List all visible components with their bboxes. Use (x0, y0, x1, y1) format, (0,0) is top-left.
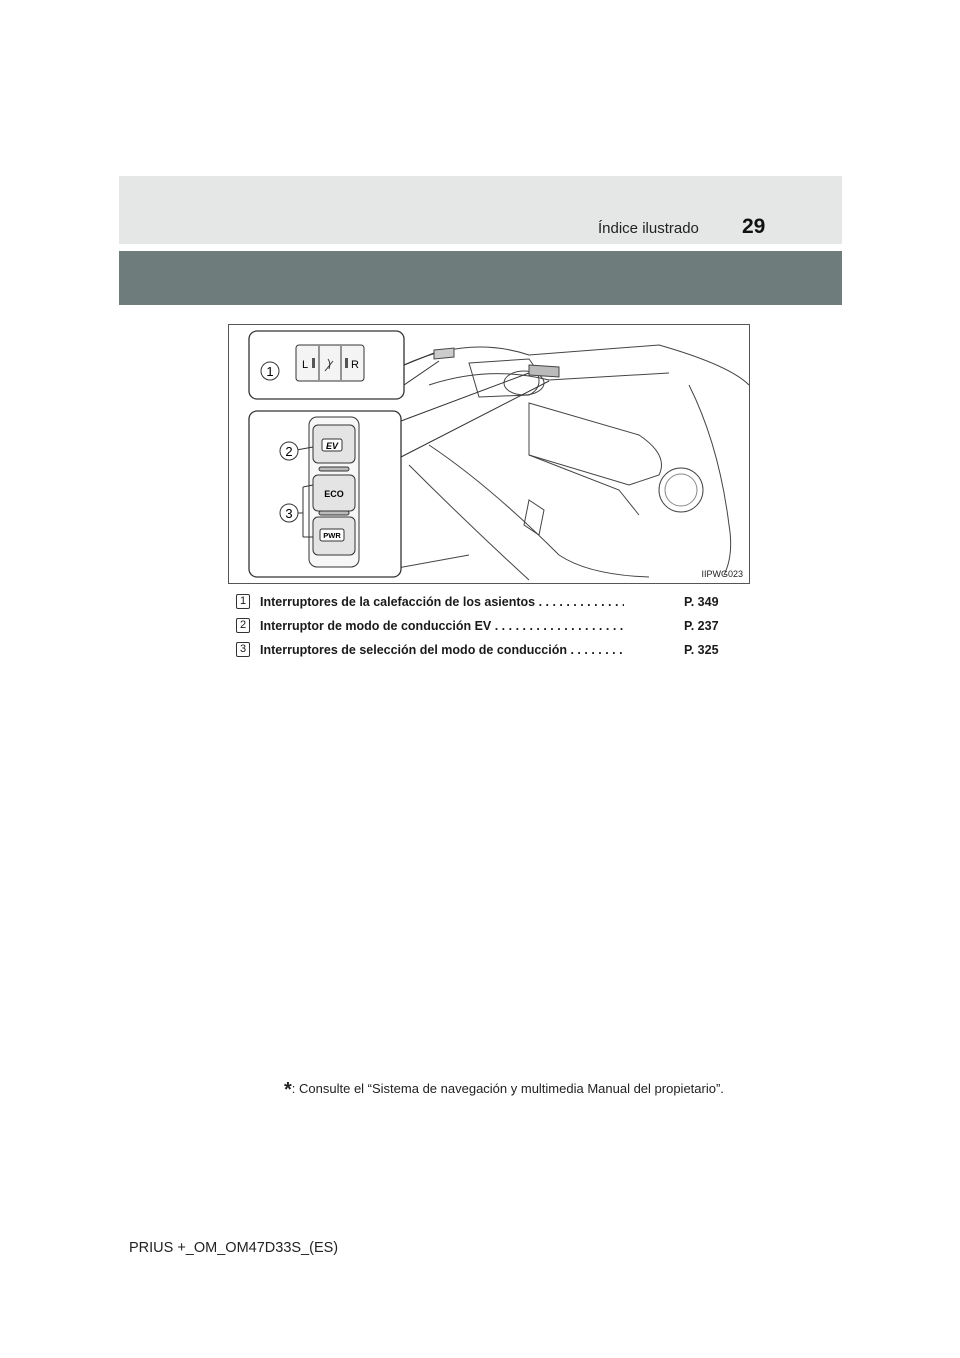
page-number: 29 (742, 215, 766, 238)
footnote (284, 1079, 724, 1102)
footnote-text: : Consulte el “Sistema de navegación y multimedia Manual del propietario”. (291, 1081, 724, 1096)
legend-page-ref[interactable]: P. 237 (684, 619, 719, 633)
figure-legend (236, 594, 756, 666)
footer-model-code: PRIUS +_OM_OM47D33S_(ES) (129, 1240, 339, 1256)
legend-text: Interruptores de selección del modo de conducción . . . (260, 643, 624, 657)
legend-text: Interruptores de la calefacción de los asientos . . . (260, 595, 624, 609)
figure-code: IIPWG023 (701, 569, 743, 579)
eco-button-label: ECO (324, 489, 344, 499)
legend-text: Interruptor de modo de conducción EV . . . (260, 619, 624, 633)
pwr-button-label: PWR (323, 531, 341, 540)
legend-item (236, 618, 756, 642)
section-band (119, 251, 842, 305)
seat-heater-left-label: L (301, 359, 309, 371)
legend-page-ref[interactable]: P. 325 (684, 643, 719, 657)
legend-item (236, 594, 756, 618)
console-illustration (228, 324, 750, 584)
footnote-marker: * (284, 1079, 292, 1101)
section-title: Índice ilustrado (598, 220, 699, 237)
ev-button-label: EV (325, 441, 339, 451)
legend-item (236, 642, 756, 666)
seat-heater-right-label: R (351, 359, 359, 371)
callout-2: 2 (285, 444, 293, 459)
legend-number: 1 (236, 594, 250, 609)
callout-1: 1 (266, 364, 274, 379)
callout-3: 3 (285, 506, 293, 521)
header-band (119, 176, 842, 244)
console-drawing (229, 325, 749, 583)
legend-number: 2 (236, 618, 250, 633)
legend-page-ref[interactable]: P. 349 (684, 595, 719, 609)
legend-number: 3 (236, 642, 250, 657)
